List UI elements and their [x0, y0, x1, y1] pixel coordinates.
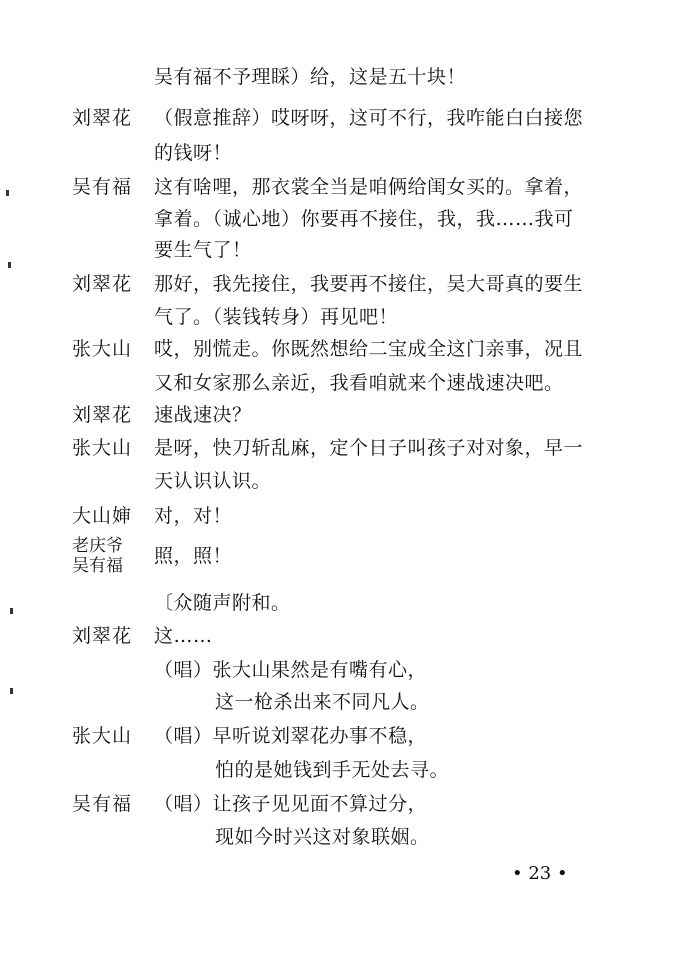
script-line: 的钱呀！ — [154, 142, 233, 164]
script-line: 这…… — [154, 625, 213, 647]
speaker-name: 刘翠花 — [72, 625, 133, 647]
script-line: 吴有福不予理睬）给，这是五十块！ — [154, 66, 467, 88]
song-line: （唱）张大山果然是有嘴有心， — [154, 659, 428, 681]
stage-direction: 〔众随声附和。 — [154, 592, 291, 614]
script-line: 对，对！ — [154, 505, 233, 527]
script-line: 那好，我先接住，我要再不接住，吴大哥真的要生 — [154, 273, 584, 295]
script-line: 天认识认识。 — [154, 470, 272, 492]
script-line: （假意推辞）哎呀呀，这可不行，我咋能白白接您 — [154, 107, 584, 129]
script-line: 气了。（装钱转身）再见吧！ — [154, 306, 399, 328]
speaker-name: 吴有福 — [72, 556, 123, 576]
speaker-name: 大山婶 — [72, 505, 133, 527]
script-line: 照，照！ — [154, 545, 233, 567]
script-line: 是呀，快刀斩乱麻，定个日子叫孩子对对象，早一 — [154, 437, 584, 459]
script-line: 速战速决？ — [154, 404, 252, 426]
scan-mark — [10, 608, 13, 614]
page-number: • 23 • — [512, 863, 568, 884]
speaker-name: 刘翠花 — [72, 107, 133, 129]
script-line: 哎，别慌走。你既然想给二宝成全这门亲事，况且 — [154, 338, 584, 360]
script-line: 拿着。（诚心地）你要再不接住，我，我……我可 — [154, 208, 574, 230]
speaker-name: 张大山 — [72, 725, 133, 747]
speaker-name: 刘翠花 — [72, 404, 133, 426]
speaker-name: 张大山 — [72, 437, 133, 459]
song-line: 这一枪杀出来不同凡人。 — [215, 691, 430, 713]
script-line: 这有啥哩，那衣裳全当是咱俩给闺女买的。拿着， — [154, 176, 584, 198]
speaker-name: 老庆爷 — [72, 536, 123, 556]
speaker-name: 吴有福 — [72, 793, 133, 815]
song-line: （唱）让孩子见见面不算过分， — [154, 793, 428, 815]
speaker-name-stack — [72, 536, 150, 576]
scan-mark — [6, 190, 9, 196]
song-line: （唱）早听说刘翠花办事不稳， — [154, 725, 428, 747]
speaker-name: 刘翠花 — [72, 273, 133, 295]
speaker-name: 吴有福 — [72, 176, 133, 198]
speaker-name: 张大山 — [72, 338, 133, 360]
scan-mark — [10, 688, 13, 694]
scan-mark — [8, 262, 11, 268]
song-line: 怕的是她钱到手无处去寻。 — [215, 759, 450, 781]
song-line: 现如今时兴这对象联姻。 — [215, 826, 430, 848]
script-line: 要生气了！ — [154, 239, 252, 261]
script-line: 又和女家那么亲近，我看咱就来个速战速决吧。 — [154, 372, 564, 394]
